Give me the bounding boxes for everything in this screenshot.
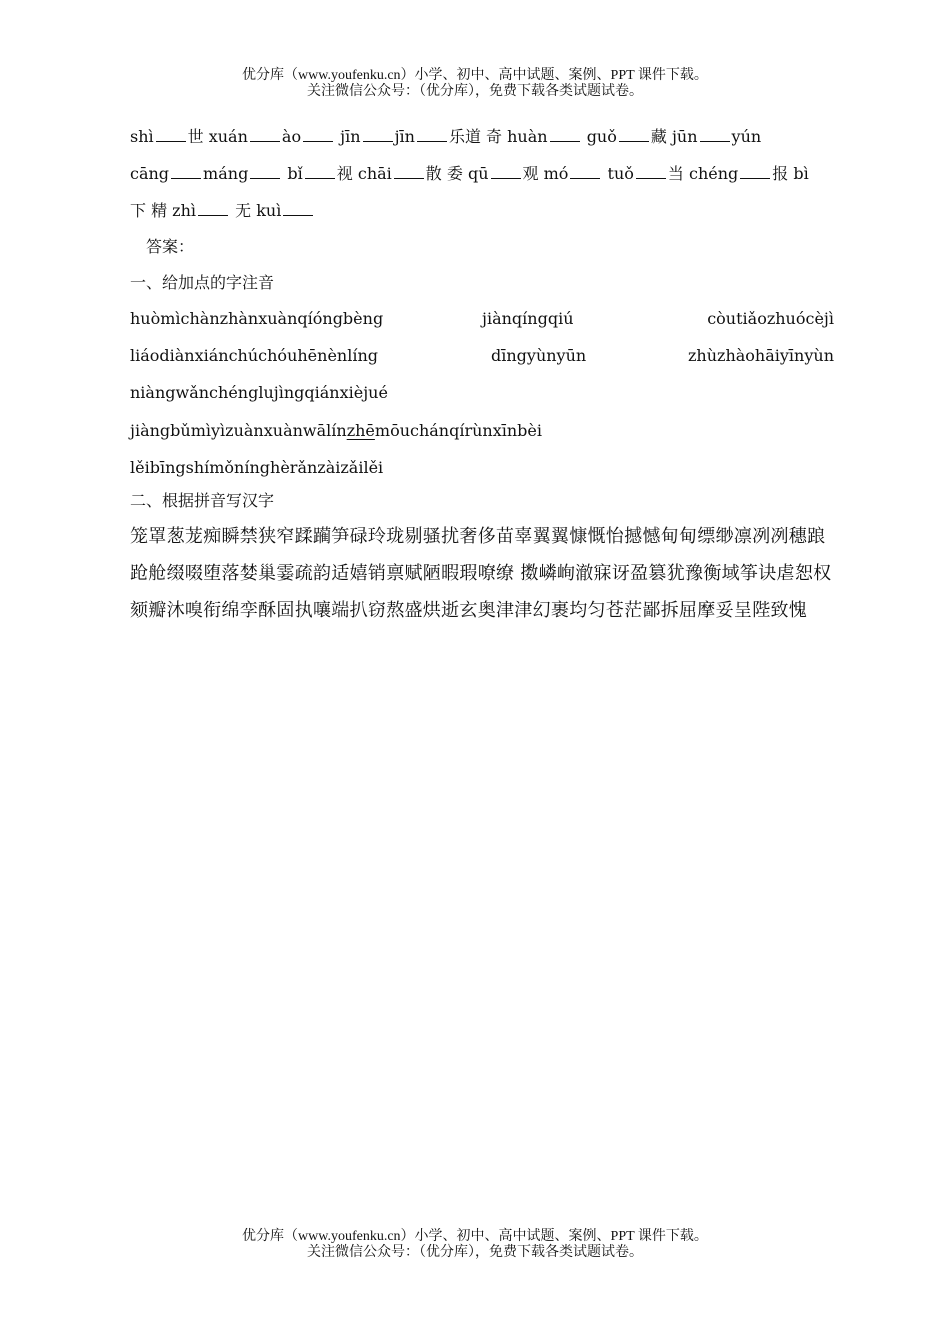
answer-blank xyxy=(156,127,186,142)
header-line-2: 关注微信公众号：（优分库），免费下载各类试题试卷。 xyxy=(307,84,643,99)
pinyin-text: jīn xyxy=(394,127,415,146)
pinyin-text: jiàngbǔmìyìzuànxuànwālín xyxy=(130,421,347,440)
exercise-line-2 xyxy=(130,163,809,185)
answer-blank xyxy=(550,127,580,142)
pinyin-text: cāng xyxy=(130,164,170,183)
pinyin-text: 当 chéng xyxy=(667,164,739,183)
answer-blank xyxy=(198,201,228,216)
pinyin-text: jīn xyxy=(340,127,361,146)
page-header xyxy=(0,68,950,100)
answer-blank xyxy=(491,164,521,179)
pinyin-cell: zhùzhàohāiyīnyùn xyxy=(687,346,834,365)
pinyin-text: bǐ xyxy=(287,164,303,183)
pinyin-row-5: lěibīngshímǒnínghèrǎnzàizǎilěi xyxy=(130,458,384,477)
pinyin-text: 藏 jūn xyxy=(650,127,698,146)
answer-blank xyxy=(363,127,393,142)
answer-blank xyxy=(700,127,730,142)
pinyin-text: mōuchánqírùnxīnbèi xyxy=(374,421,542,440)
answer-blank xyxy=(303,127,333,142)
pinyin-row-4 xyxy=(130,420,542,442)
exercise-line-1 xyxy=(130,126,761,148)
section-1-title: 一、给加点的字注音 xyxy=(130,273,275,292)
pinyin-text: 报 bì xyxy=(772,164,809,183)
pinyin-text: yún xyxy=(731,127,762,146)
pinyin-cell: jiànqíngqiú xyxy=(482,309,574,328)
pinyin-text: ào xyxy=(281,127,302,146)
answer-blank xyxy=(171,164,201,179)
pinyin-text: 世 xuán xyxy=(187,127,248,146)
pinyin-text: 无 kuì xyxy=(235,201,282,220)
answer-blank xyxy=(740,164,770,179)
answer-blank xyxy=(250,164,280,179)
pinyin-cell: liáodiànxiánchúchóuhēnènlíng xyxy=(130,346,378,365)
pinyin-text: 下 精 zhì xyxy=(130,201,197,220)
pinyin-text: máng xyxy=(203,164,249,183)
pinyin-text: shì xyxy=(130,127,154,146)
answer-blank xyxy=(636,164,666,179)
answer-blank xyxy=(394,164,424,179)
answer-blank xyxy=(570,164,600,179)
pinyin-cell: huòmìchànzhànxuànqíóngbèng xyxy=(130,309,384,328)
section-2-characters: 笼罩葱茏痴瞬禁狭窄蹂躏笋碌玲珑剔骚扰奢侈苗辜翼翼慷慨怡撼憾甸甸缥缈凛冽冽穗踉跄舱缀啜堕落婪巢霎疏韵适嬉销禀赋陋暇瑕嘹缭 擞嶙峋澈寐讶盈篡犹豫衡域筝诀虐恕权颏瓣沐嗅衔绵孪酥固执嚷端扒窃熬盛烘逝玄奥津津幻裹均匀苍茫鄙拆屈摩妥呈陛致愧 xyxy=(130,526,832,621)
page-footer xyxy=(0,1229,950,1261)
pinyin-text: tuǒ xyxy=(607,164,634,183)
pinyin-row-3: niàngwǎnchénglujìngqiánxièjué xyxy=(130,383,388,402)
pinyin-cell: còutiǎozhuócèjì xyxy=(707,309,834,328)
pinyin-text: 视 chāi xyxy=(336,164,392,183)
answer-blank xyxy=(283,201,313,216)
exercise-line-3 xyxy=(130,200,315,222)
footer-line-2: 关注微信公众号：（优分库），免费下载各类试题试卷。 xyxy=(307,1245,643,1260)
answers-heading: 答案： xyxy=(146,237,195,256)
pinyin-text: 乐道 奇 huàn xyxy=(448,127,548,146)
underlined-pinyin: zhē xyxy=(346,421,375,440)
header-line-1: 优分库（www.youfenku.cn）小学、初中、高中试题、案例、PPT 课件下载。 xyxy=(242,68,708,83)
pinyin-text: 观 mó xyxy=(522,164,569,183)
pinyin-text: guǒ xyxy=(586,127,617,146)
answer-blank xyxy=(305,164,335,179)
pinyin-text: 散 委 qū xyxy=(425,164,489,183)
footer-line-1: 优分库（www.youfenku.cn）小学、初中、高中试题、案例、PPT 课件下载。 xyxy=(242,1229,708,1244)
answer-blank xyxy=(417,127,447,142)
section-2-title: 二、根据拼音写汉字 xyxy=(130,491,275,510)
answer-blank xyxy=(619,127,649,142)
pinyin-cell: dīngyùnyūn xyxy=(491,346,587,365)
answer-blank xyxy=(250,127,280,142)
